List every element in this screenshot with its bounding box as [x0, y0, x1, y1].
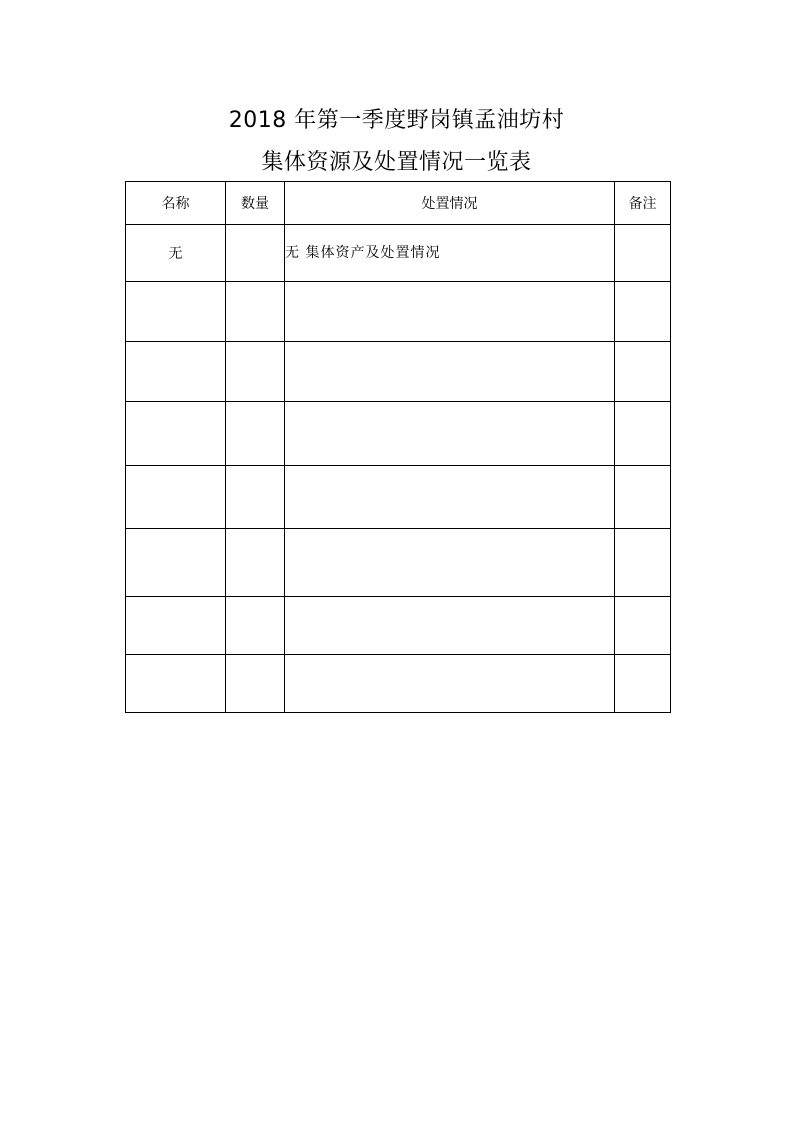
table-row	[126, 225, 671, 282]
header-note: 备注	[615, 182, 671, 225]
cell-quantity	[226, 225, 285, 282]
cell-name	[126, 466, 226, 529]
cell-detail	[285, 342, 615, 402]
cell-quantity	[226, 655, 285, 713]
table-header-row	[126, 182, 671, 225]
cell-quantity	[226, 597, 285, 655]
table-row	[126, 342, 671, 402]
cell-note	[615, 402, 671, 466]
cell-name: 无	[126, 225, 226, 282]
table-row	[126, 655, 671, 713]
table-row	[126, 529, 671, 597]
page-title-line1: 2018 年第一季度野岗镇孟油坊村	[228, 108, 565, 133]
cell-detail	[285, 529, 615, 597]
cell-detail	[285, 282, 615, 342]
cell-note	[615, 655, 671, 713]
cell-note	[615, 529, 671, 597]
cell-note	[615, 225, 671, 282]
cell-name	[126, 529, 226, 597]
cell-name	[126, 402, 226, 466]
page-title-line2: 集体资源及处置情况一览表	[261, 150, 532, 175]
table-row	[126, 466, 671, 529]
cell-note	[615, 597, 671, 655]
cell-name	[126, 655, 226, 713]
cell-quantity	[226, 402, 285, 466]
assets-table	[125, 181, 671, 713]
cell-detail: 无 集体资产及处置情况	[285, 225, 615, 282]
cell-quantity	[226, 282, 285, 342]
header-detail: 处置情况	[285, 182, 615, 225]
cell-detail	[285, 466, 615, 529]
header-quantity: 数量	[226, 182, 285, 225]
cell-name	[126, 597, 226, 655]
cell-quantity	[226, 342, 285, 402]
cell-quantity	[226, 529, 285, 597]
table-row	[126, 597, 671, 655]
table-row	[126, 282, 671, 342]
cell-quantity	[226, 466, 285, 529]
cell-note	[615, 342, 671, 402]
cell-detail	[285, 402, 615, 466]
cell-note	[615, 282, 671, 342]
header-name: 名称	[126, 182, 226, 225]
cell-name	[126, 342, 226, 402]
cell-detail	[285, 655, 615, 713]
cell-name	[126, 282, 226, 342]
cell-detail	[285, 597, 615, 655]
cell-note	[615, 466, 671, 529]
table-row	[126, 402, 671, 466]
